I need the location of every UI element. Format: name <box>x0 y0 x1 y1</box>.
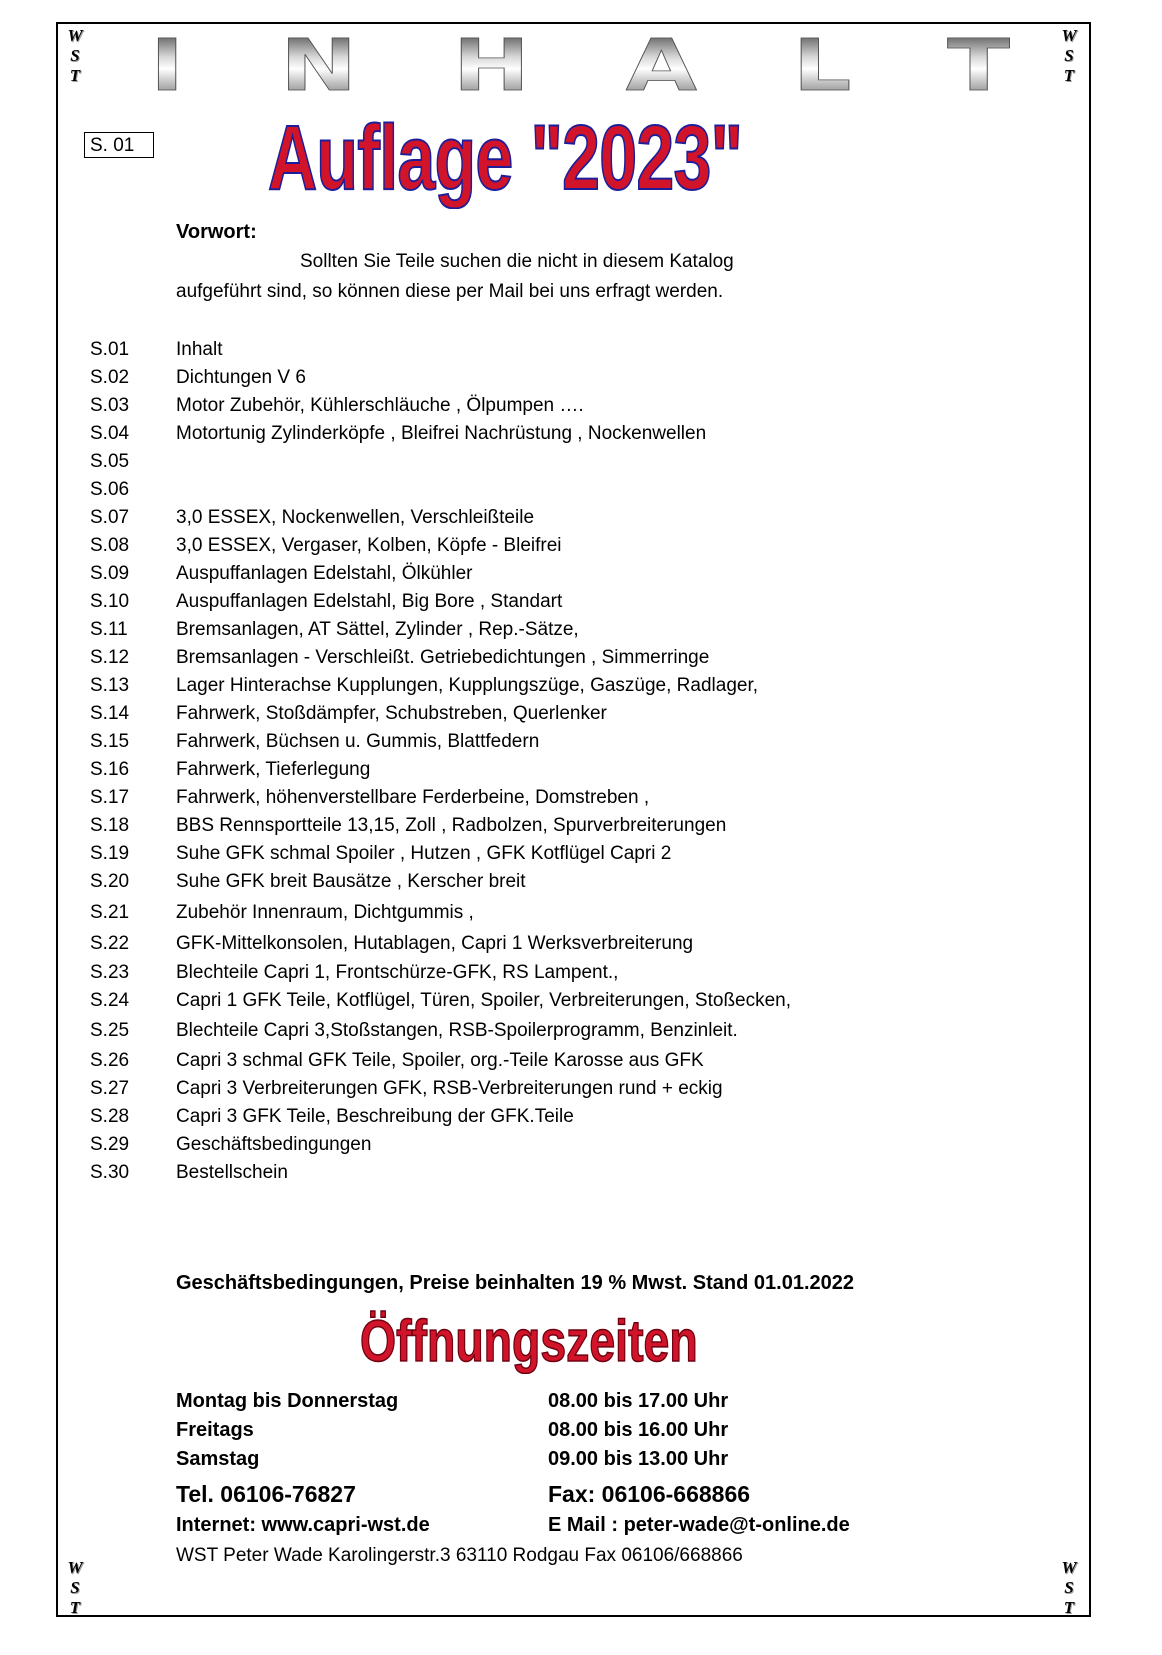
toc-page-number: S.08 <box>90 535 130 556</box>
toc-page-number: S.29 <box>90 1134 130 1155</box>
toc-entry-title: Geschäftsbedingungen <box>176 1134 372 1155</box>
toc-page-number: S.05 <box>90 451 130 472</box>
toc-page-number: S.06 <box>90 479 130 500</box>
foreword-title: Vorwort: <box>176 221 257 243</box>
toc-page-number: S.25 <box>90 1020 130 1041</box>
toc-row <box>90 646 709 670</box>
toc-entry-title: GFK-Mittelkonsolen, Hutablagen, Capri 1 Werksverbreiterung <box>176 933 694 954</box>
toc-entry-title: Auspuffanlagen Edelstahl, Ölkühler <box>176 563 473 584</box>
company-address: WST Peter Wade Karolingerstr.3 63110 Rodgau Fax 06106/668866 <box>176 1545 743 1566</box>
toc-page-number: S.03 <box>90 395 130 416</box>
hours-day: Freitags <box>176 1419 254 1441</box>
hours-day: Montag bis Donnerstag <box>176 1390 399 1412</box>
corner-letter: T <box>69 1598 81 1617</box>
corner-letter: T <box>69 66 81 85</box>
contact-phone-fax <box>176 1481 751 1508</box>
toc-row <box>90 1019 738 1043</box>
toc-entry-title: Auspuffanlagen Edelstahl, Big Bore , Standart <box>176 591 563 612</box>
email-link[interactable]: E Mail : peter-wade@t-online.de <box>548 1514 850 1536</box>
toc-page-number: S.09 <box>90 563 130 584</box>
toc-entry-title: Capri 1 GFK Teile, Kotflügel, Türen, Spoiler, Verbreiterungen, Stoßecken, <box>176 990 792 1011</box>
title-letter: A <box>625 23 697 108</box>
toc-row <box>90 618 579 642</box>
title-letter: T <box>947 23 1010 108</box>
hours-time: 08.00 bis 17.00 Uhr <box>548 1390 729 1412</box>
toc-row <box>90 842 671 866</box>
title-letter: N <box>280 23 358 108</box>
toc-row <box>90 338 222 362</box>
toc-page-number: S.14 <box>90 703 130 724</box>
toc-page-number: S.17 <box>90 787 130 808</box>
toc-row <box>90 366 306 390</box>
title-letter: I <box>150 23 185 108</box>
title-letter: L <box>792 23 852 108</box>
toc-entry-title: Bestellschein <box>176 1162 288 1183</box>
fax-number: Fax: 06106-668866 <box>548 1481 751 1507</box>
toc-row <box>90 901 474 925</box>
website-link[interactable]: Internet: www.capri-wst.de <box>176 1514 430 1536</box>
toc-page-number: S.28 <box>90 1106 130 1127</box>
opening-hours-title: Öffnungszeiten <box>360 1309 698 1374</box>
toc-row <box>90 478 176 502</box>
toc-entry-title: Capri 3 schmal GFK Teile, Spoiler, org.-Teile Karosse aus GFK <box>176 1050 704 1071</box>
corner-logo-top-right <box>1054 26 1084 86</box>
toc-page-number: S.27 <box>90 1078 130 1099</box>
corner-letter: W <box>67 1558 83 1577</box>
toc-row <box>90 814 726 838</box>
toc-page-number: S.07 <box>90 507 130 528</box>
toc-page-number: S.21 <box>90 902 130 923</box>
toc-entry-title: Blechteile Capri 1, Frontschürze-GFK, RS Lampent., <box>176 962 619 983</box>
toc-entry-title: Capri 3 GFK Teile, Beschreibung der GFK.Teile <box>176 1106 574 1127</box>
toc-row <box>90 534 562 558</box>
toc-entry-title: Suhe GFK breit Bausätze , Kerscher breit <box>176 871 526 892</box>
toc-row <box>90 702 607 726</box>
corner-letter: W <box>1061 1558 1077 1577</box>
foreword-text: Sollten Sie Teile suchen die nicht in diesem Katalog <box>300 251 734 272</box>
corner-logo-bottom-left <box>60 1558 90 1618</box>
page-title <box>150 23 1010 108</box>
toc-page-number: S.11 <box>90 619 128 640</box>
toc-entry-title: Bremsanlagen, AT Sättel, Zylinder , Rep.-Sätze, <box>176 619 579 640</box>
toc-entry-title: Motor Zubehör, Kühlerschläuche , Ölpumpen …. <box>176 395 584 416</box>
toc-page-number: S.26 <box>90 1050 130 1071</box>
toc-page-number: S.10 <box>90 591 130 612</box>
corner-letter: S <box>1064 46 1074 65</box>
toc-page-number: S.22 <box>90 933 130 954</box>
toc-entry-title: Capri 3 Verbreiterungen GFK, RSB-Verbreiterungen rund + eckig <box>176 1078 723 1099</box>
corner-letter: S <box>1064 1578 1074 1597</box>
corner-letter: W <box>67 26 83 45</box>
hours-day: Samstag <box>176 1448 260 1470</box>
toc-entry-title: Motortunig Zylinderköpfe , Bleifrei Nachrüstung , Nockenwellen <box>176 423 707 444</box>
toc-page-number: S.13 <box>90 675 130 696</box>
toc-page-number: S.15 <box>90 731 130 752</box>
toc-row <box>90 450 176 474</box>
toc-row <box>90 394 584 418</box>
toc-row <box>90 590 562 614</box>
toc-page-number: S.02 <box>90 367 130 388</box>
page-number-label: S. 01 <box>84 132 154 158</box>
toc-entry-title: BBS Rennsportteile 13,15, Zoll , Radbolzen, Spurverbreiterungen <box>176 815 727 836</box>
edition-heading: Auflage "2023" <box>268 107 743 209</box>
corner-letter: S <box>70 1578 80 1597</box>
toc-page-number: S.23 <box>90 962 130 983</box>
toc-page-number: S.04 <box>90 423 130 444</box>
toc-page-number: S.30 <box>90 1162 130 1183</box>
toc-entry-title: Blechteile Capri 3,Stoßstangen, RSB-Spoilerprogramm, Benzinleit. <box>176 1020 738 1041</box>
toc-entry-title: Fahrwerk, Tieferlegung <box>176 759 371 780</box>
toc-entry-title: Lager Hinterachse Kupplungen, Kupplungszüge, Gaszüge, Radlager, <box>176 675 759 696</box>
toc-page-number: S.16 <box>90 759 130 780</box>
toc-page-number: S.18 <box>90 815 130 836</box>
toc-entry-title: Fahrwerk, Stoßdämpfer, Schubstreben, Querlenker <box>176 703 607 724</box>
toc-entry-title: Fahrwerk, Büchsen u. Gummis, Blattfedern <box>176 731 540 752</box>
toc-page-number: S.01 <box>90 339 130 360</box>
toc-entry-title: 3,0 ESSEX, Vergaser, Kolben, Köpfe - Bleifrei <box>176 535 562 556</box>
toc-row <box>90 506 534 530</box>
toc-entry-title: Zubehör Innenraum, Dichtgummis , <box>176 902 474 923</box>
title-letter: H <box>452 23 530 108</box>
toc-row <box>90 1049 704 1073</box>
toc-row <box>90 1161 288 1185</box>
hours-time: 08.00 bis 16.00 Uhr <box>548 1419 729 1441</box>
toc-entry-title: Inhalt <box>176 339 223 360</box>
toc-entry-title: 3,0 ESSEX, Nockenwellen, Verschleißteile <box>176 507 535 528</box>
toc-row <box>90 932 693 956</box>
toc-row <box>90 786 649 810</box>
toc-row <box>90 989 791 1013</box>
toc-page-number: S.12 <box>90 647 130 668</box>
toc-row <box>90 422 706 446</box>
toc-row <box>90 1077 723 1101</box>
phone-number: Tel. 06106-76827 <box>176 1481 356 1507</box>
toc-row <box>90 870 526 894</box>
corner-letter: S <box>70 46 80 65</box>
toc-entry-title: Dichtungen V 6 <box>176 367 306 388</box>
foreword-text: aufgeführt sind, so können diese per Mail bei uns erfragt werden. <box>176 281 724 302</box>
corner-logo-bottom-right <box>1054 1558 1084 1618</box>
conditions-note: Geschäftsbedingungen, Preise beinhalten 19 % Mwst. Stand 01.01.2022 <box>176 1272 854 1294</box>
toc-entry-title: Fahrwerk, höhenverstellbare Ferderbeine, Domstreben , <box>176 787 650 808</box>
toc-row <box>90 961 618 985</box>
toc-page-number: S.24 <box>90 990 130 1011</box>
corner-letter: T <box>1063 66 1075 85</box>
contact-web-mail <box>176 1514 850 1537</box>
toc-row <box>90 758 370 782</box>
toc-page-number: S.19 <box>90 843 130 864</box>
toc-row <box>90 562 472 586</box>
corner-letter: W <box>1061 26 1077 45</box>
toc-row <box>90 1105 574 1129</box>
corner-letter: T <box>1063 1598 1075 1617</box>
toc-entry-title: Suhe GFK schmal Spoiler , Hutzen , GFK Kotflügel Capri 2 <box>176 843 672 864</box>
toc-row <box>90 730 539 754</box>
toc-page-number: S.20 <box>90 871 130 892</box>
hours-time: 09.00 bis 13.00 Uhr <box>548 1448 729 1470</box>
toc-entry-title: Bremsanlagen - Verschleißt. Getriebedichtungen , Simmerringe <box>176 647 710 668</box>
corner-logo-top-left <box>60 26 90 86</box>
toc-row <box>90 674 758 698</box>
toc-row <box>90 1133 371 1157</box>
